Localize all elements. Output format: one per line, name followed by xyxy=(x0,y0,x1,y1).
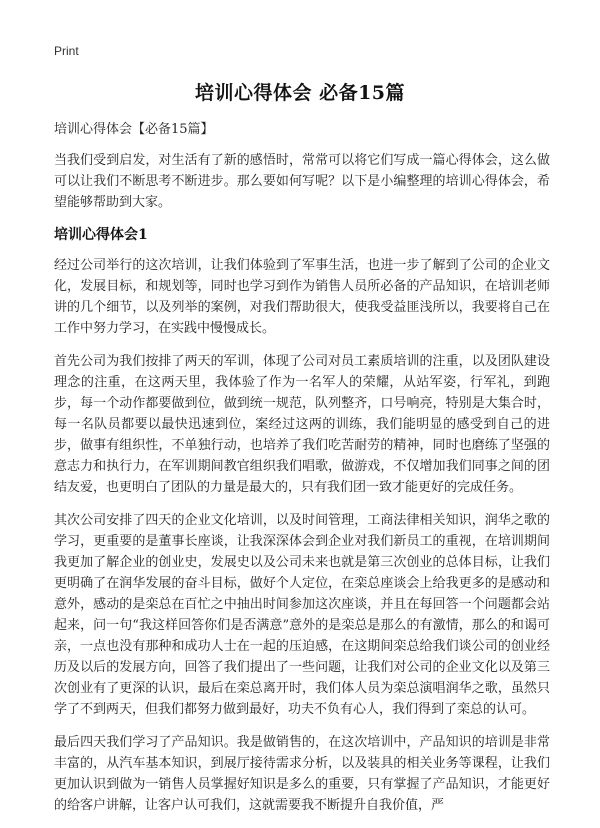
article-subtitle: 培训心得体会【必备15篇】 xyxy=(54,122,214,137)
paragraph-4: 最后四天我们学习了产品知识。我是做销售的，在这次培训中，产品知识的培训是非常丰富的，从汽车基本知识，到展厅接待需求分析，以及装具的相关业务等课程，让我们更加认识到做为一销售人员掌握好知识是多么的重要，只有掌握了产品知识，才能更好的给客户讲解，让客户认可我们，这就需要我不断提升自我价值，严 xyxy=(54,735,550,813)
article-body xyxy=(54,120,550,828)
paragraph-1: 经过公司举行的这次培训，让我们体验到了军事生活，也进一步了解到了公司的企业文化，发展目标，和规划等，同时也学习到作为销售人员所必备的产品知识，在培训老师讲的几个细节，以及列举的案例，对我们帮助很大，使我受益匪浅所以，我要将自己在工作中努力学习，在实践中慢慢成长。 xyxy=(54,258,550,336)
paragraph-2: 首先公司为我们按排了两天的军训，体现了公司对员工素质培训的注重，以及团队建设理念的注重，在这两天里，我体验了作为一名军人的荣耀，从站军姿，行军礼，到跑步，每一个动作都要做到位，做到统一规范，队列整齐，口号响亮，特别是大集合时，每一名队员都要以最快迅速到位，案经过这两的训练，我们能明显的感受到自己的进步，做事有组织性，不单独行动，也培养了我们吃苦耐劳的精神，同时也磨练了坚强的意志力和执行力，在军训期间教官组织我们唱歌，做游戏，不仅增加我们同事之间的团结友爱，也更明白了团队的力量是最大的，只有我们团一致才能更好的完成任务。 xyxy=(54,354,550,495)
paragraph-3: 其次公司安排了四天的企业文化培训，以及时间管理，工商法律相关知识，润华之歌的学习，更重要的是董事长座谈，让我深深体会到企业对我们新员工的重视，在培训期间我更加了解企业的创业史，发展史以及公司未来也就是第三次创业的总体目标，让我们更明确了在润华发展的奋斗目标，做好个人定位，在栾总座谈会上给我更多的是感动和意外，感动的是栾总在百忙之中抽出时间参加这次座谈，并且在每回答一个问题都会站起来，问一句“我这样回答你们是否满意”意外的是栾总是那么的有激情，那么的和谒可亲，一点也没有那种和成功人士在一起的压迫感，在这期间栾总给我们谈公司的创业经历及以后的发展方向，回答了我们提出了一些问题，让我们对公司的企业文化以及第三次创业有了更深的认识，最后在栾总离开时，我们体人员为栾总演唱润华之歌，虽然只学了不到两天，但我们都努力做到最好，功夫不负有心人，我们得到了栾总的认可。 xyxy=(54,513,550,717)
section-heading: 培训心得体会1 xyxy=(54,227,148,243)
print-link[interactable]: Print xyxy=(54,44,79,58)
page-title: 培训心得体会 必备15篇 xyxy=(194,82,406,104)
intro-paragraph: 当我们受到启发，对生活有了新的感悟时，常常可以将它们写成一篇心得体会，这么做可以让我们不断思考不断进步。那么要如何写呢？以下是小编整理的培训心得体会，希望能够帮助到大家。 xyxy=(54,153,550,210)
